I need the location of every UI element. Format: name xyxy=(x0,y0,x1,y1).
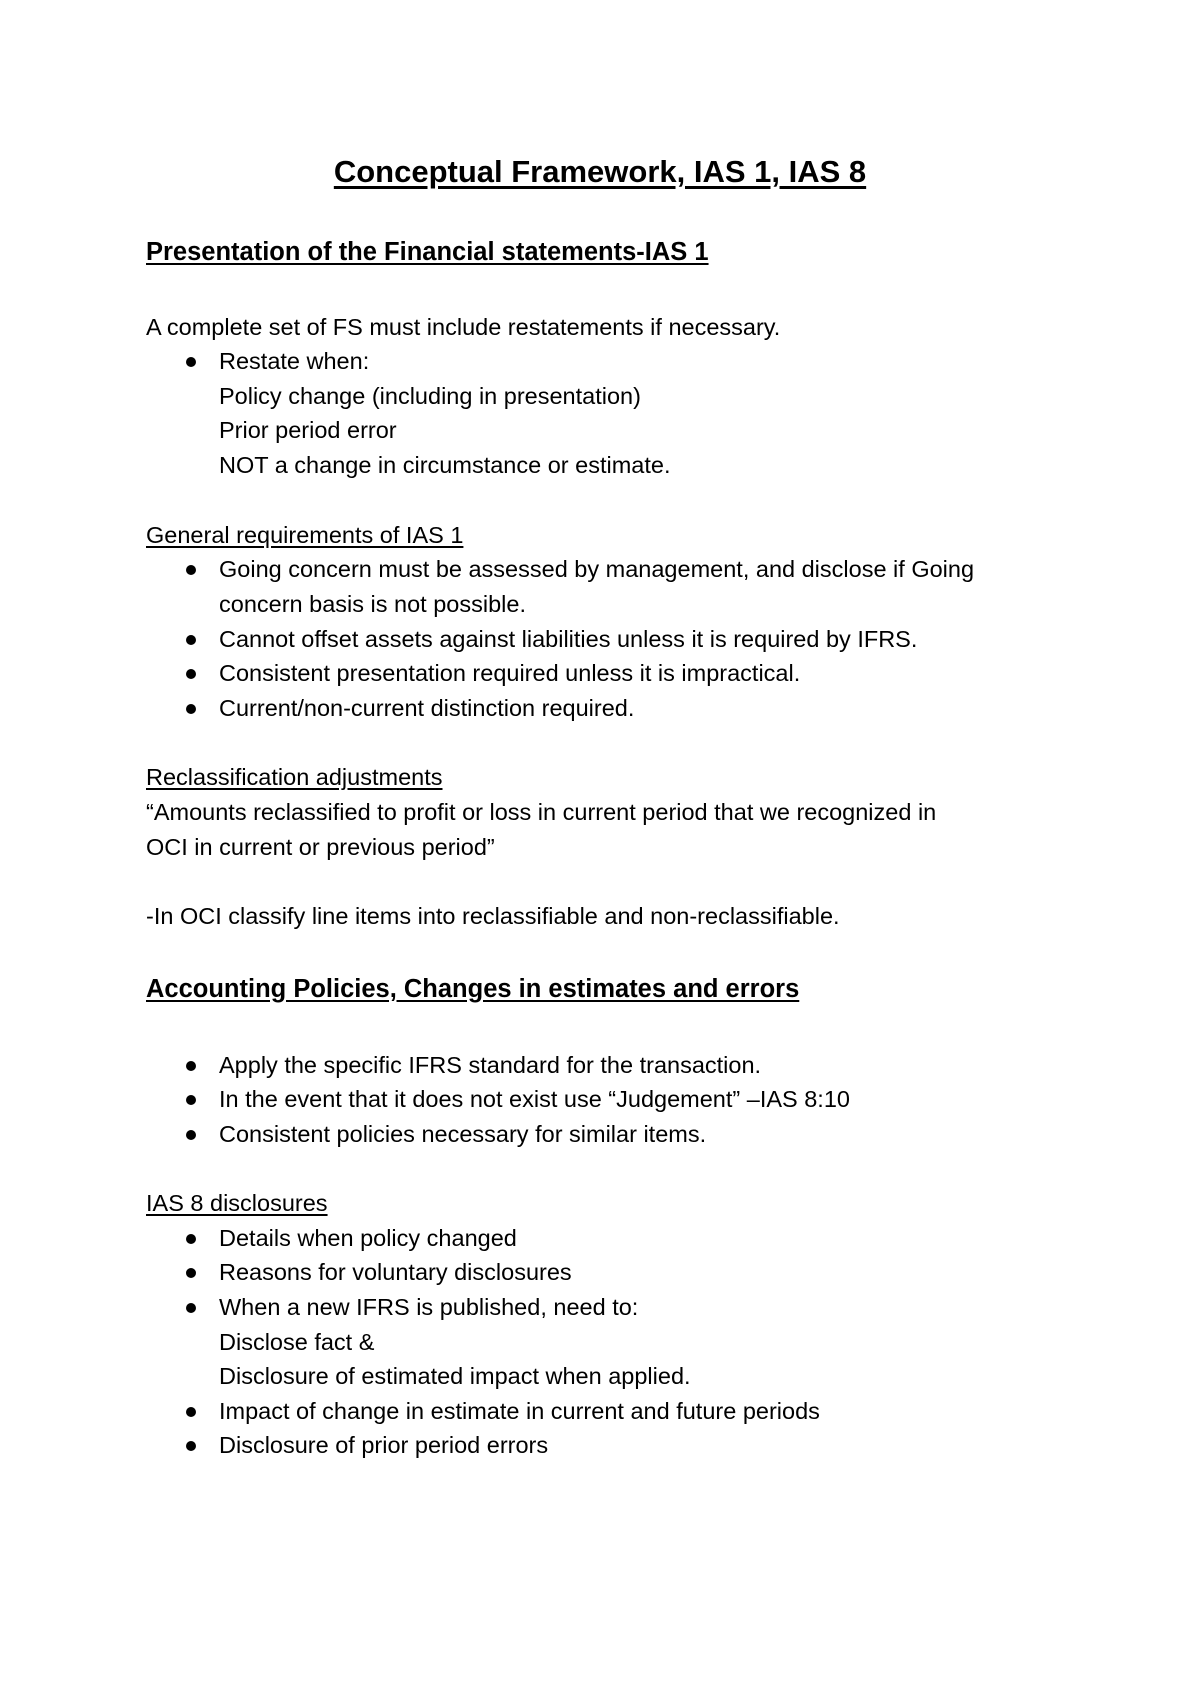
bullet-icon xyxy=(186,565,196,575)
list-item-continuation: concern basis is not possible. xyxy=(219,591,526,617)
oci-note: -In OCI classify line items into reclassifiable and non-reclassifiable. xyxy=(146,903,840,929)
bullet-icon xyxy=(186,1268,196,1278)
list-item: Going concern must be assessed by management, and disclose if Going xyxy=(219,556,975,582)
sub-line: Disclosure of estimated impact when applied. xyxy=(219,1363,691,1389)
list-item: Details when policy changed xyxy=(219,1225,517,1251)
section-heading-policies: Accounting Policies, Changes in estimates and errors xyxy=(146,975,800,1003)
subsection-heading-reclass: Reclassification adjustments xyxy=(146,764,443,790)
bullet-icon xyxy=(186,1130,196,1140)
list-item: Consistent presentation required unless it is impractical. xyxy=(219,660,801,686)
list-item: In the event that it does not exist use “Judgement” –IAS 8:10 xyxy=(219,1086,850,1112)
list-item: Consistent policies necessary for similar items. xyxy=(219,1121,707,1147)
quote-line: OCI in current or previous period” xyxy=(146,834,495,860)
list-item: When a new IFRS is published, need to: xyxy=(219,1294,639,1320)
sub-line: Disclose fact & xyxy=(219,1329,375,1355)
sub-line: NOT a change in circumstance or estimate. xyxy=(219,452,671,478)
document-title: Conceptual Framework, IAS 1, IAS 8 xyxy=(333,154,867,189)
bullet-icon xyxy=(186,1407,196,1417)
bullet-icon xyxy=(186,669,196,679)
list-item: Apply the specific IFRS standard for the transaction. xyxy=(219,1052,762,1078)
bullet-icon xyxy=(186,1061,196,1071)
bullet-icon xyxy=(186,1095,196,1105)
bullet-icon xyxy=(186,1234,196,1244)
list-item: Reasons for voluntary disclosures xyxy=(219,1259,572,1285)
subsection-heading-general: General requirements of IAS 1 xyxy=(146,522,464,548)
intro-text: A complete set of FS must include restatements if necessary. xyxy=(146,314,781,340)
list-item: Current/non-current distinction required. xyxy=(219,695,635,721)
section-heading-ias1: Presentation of the Financial statements-IAS 1 xyxy=(146,238,709,266)
subsection-heading-ias8: IAS 8 disclosures xyxy=(146,1190,328,1216)
list-item: Cannot offset assets against liabilities unless it is required by IFRS. xyxy=(219,626,918,652)
sub-line: Policy change (including in presentation) xyxy=(219,383,641,409)
list-item: Restate when: xyxy=(219,348,370,374)
bullet-icon xyxy=(186,1441,196,1451)
bullet-icon xyxy=(186,1303,196,1313)
sub-line: Prior period error xyxy=(219,417,397,443)
list-item: Disclosure of prior period errors xyxy=(219,1432,549,1458)
bullet-icon xyxy=(186,357,196,367)
bullet-icon xyxy=(186,635,196,645)
list-item: Impact of change in estimate in current and future periods xyxy=(219,1398,820,1424)
quote-line: “Amounts reclassified to profit or loss in current period that we recognized in xyxy=(146,799,937,825)
bullet-icon xyxy=(186,704,196,714)
